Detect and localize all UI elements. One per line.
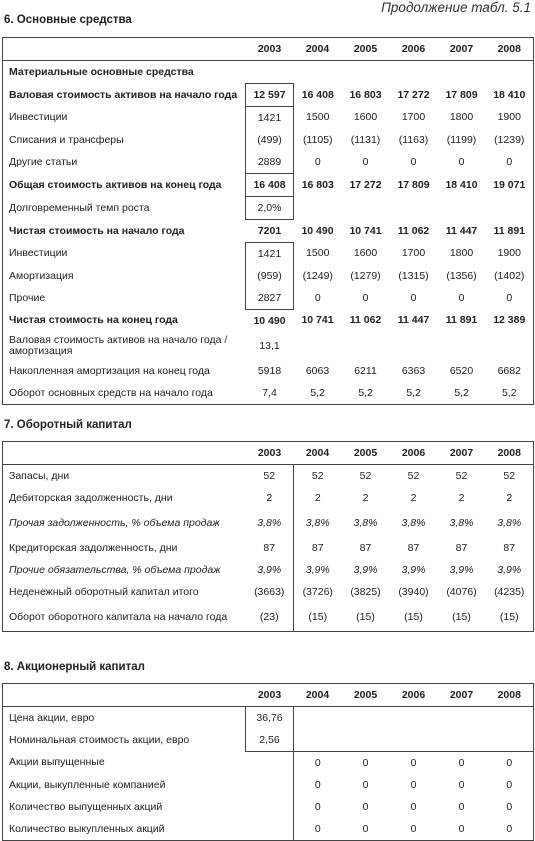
value-cell xyxy=(294,707,342,730)
value-cell: 0 xyxy=(314,155,321,168)
value-cell xyxy=(246,774,294,796)
value-cell: 0 xyxy=(410,155,417,168)
table-row xyxy=(3,603,534,632)
value-cell: 3,8% xyxy=(401,516,426,529)
value-cell: 10 741 xyxy=(349,224,382,237)
header-blank xyxy=(3,38,246,61)
value-cell: (1315) xyxy=(398,269,429,282)
value-cell xyxy=(294,197,342,220)
value-cell: 16 803 xyxy=(349,88,382,101)
value-cell: 5918 xyxy=(257,364,282,377)
value-cell: 16 803 xyxy=(301,178,334,191)
value-cell: (15) xyxy=(390,603,438,632)
value-cell: 11 891 xyxy=(445,314,478,327)
value-cell: 0 xyxy=(342,752,390,775)
value-cell xyxy=(246,818,294,841)
value-cell xyxy=(438,707,486,730)
table-row xyxy=(3,174,534,197)
value-cell: 12 389 xyxy=(493,314,526,327)
value-cell: 1700 xyxy=(401,111,426,124)
table-row xyxy=(3,559,534,581)
value-cell xyxy=(438,729,486,752)
header-blank xyxy=(3,442,246,465)
row-label: Амортизация xyxy=(9,269,74,282)
section-title-fixed-assets: 6. Основные средства xyxy=(4,14,132,26)
table-row xyxy=(3,465,534,488)
value-cell: 0 xyxy=(458,291,465,304)
row-label: Чистая стоимость на начало года xyxy=(9,224,185,237)
value-cell: 1700 xyxy=(401,247,426,260)
row-label: Количество выпущенных акций xyxy=(9,800,163,813)
value-cell: 5,2 xyxy=(406,386,421,399)
year-header: 2007 xyxy=(438,442,486,465)
value-cell: 52 xyxy=(486,465,534,488)
value-cell: 1900 xyxy=(497,247,521,260)
value-cell: 17 272 xyxy=(349,178,382,191)
section-title-working-capital: 7. Оборотный капитал xyxy=(4,419,132,431)
table-row xyxy=(3,243,534,266)
value-cell: 11 062 xyxy=(349,314,382,327)
value-cell: 7201 xyxy=(257,224,282,237)
value-cell: (1105) xyxy=(302,133,333,146)
row-label: Инвестиции xyxy=(9,111,68,124)
row-label: Материальные основные средства xyxy=(9,65,194,78)
value-cell: 17 272 xyxy=(397,88,430,101)
value-cell xyxy=(390,197,438,220)
row-label: Общая стоимость активов на конец года xyxy=(9,178,222,191)
value-cell: 0 xyxy=(342,818,390,841)
value-cell: 1500 xyxy=(306,111,330,124)
value-cell: (15) xyxy=(438,603,486,632)
value-cell: 17 809 xyxy=(397,178,430,191)
value-cell: (3726) xyxy=(294,581,342,603)
table-row xyxy=(3,729,534,752)
value-cell: 0 xyxy=(314,291,321,304)
value-cell: (3940) xyxy=(398,585,429,598)
value-cell: 2827 xyxy=(246,287,294,310)
value-cell: 5,2 xyxy=(501,386,517,399)
row-label: Прочая задолженность, % объема продаж xyxy=(9,516,220,529)
value-cell: 18 410 xyxy=(445,178,478,191)
value-cell: 0 xyxy=(410,291,417,304)
working-capital-table xyxy=(2,441,534,632)
row-label: Оборот основных средств на начало года xyxy=(9,386,213,399)
fixed-assets-table xyxy=(2,37,534,405)
value-cell: 3,9% xyxy=(449,563,474,576)
row-label: Чистая стоимость на конец года xyxy=(9,314,178,327)
value-cell: 3,8% xyxy=(449,516,474,529)
value-cell: (1279) xyxy=(350,269,381,282)
row-label: Валовая стоимость активов на начало года xyxy=(9,88,238,101)
value-cell: 0 xyxy=(506,155,513,168)
value-cell: 2 xyxy=(266,491,273,504)
value-cell: 0 xyxy=(390,818,438,841)
value-cell: 2 xyxy=(458,491,465,504)
value-cell: (1199) xyxy=(446,133,477,146)
table-row xyxy=(3,774,534,796)
value-cell: 0 xyxy=(294,818,342,841)
value-cell: 3,9% xyxy=(353,563,378,576)
value-cell: 13,1 xyxy=(259,339,280,352)
table-row xyxy=(3,265,534,287)
year-header: 2004 xyxy=(294,442,342,465)
value-cell: 17 809 xyxy=(445,88,478,101)
value-cell: 6520 xyxy=(449,364,474,377)
value-cell: 0 xyxy=(486,796,534,818)
table-row xyxy=(3,581,534,603)
value-cell: 3,8% xyxy=(353,516,378,529)
row-label: Прочие xyxy=(9,291,46,304)
row-label: Долговременный темп роста xyxy=(9,201,150,214)
row-label: Запасы, дни xyxy=(9,469,70,482)
value-cell: (23) xyxy=(259,610,279,623)
year-header: 2003 xyxy=(246,442,294,465)
table-row xyxy=(3,537,534,559)
value-cell: (15) xyxy=(342,603,390,632)
value-cell: 87 xyxy=(359,541,372,554)
value-cell xyxy=(342,332,390,360)
value-cell: 0 xyxy=(362,778,369,791)
row-label: Оборот оборотного капитала на начало года xyxy=(9,610,228,623)
value-cell: 0 xyxy=(458,800,465,813)
value-cell xyxy=(246,752,294,775)
continuation-caption: Продолжение табл. 5.1 xyxy=(381,0,531,15)
table-row xyxy=(3,129,534,151)
value-cell: 87 xyxy=(407,541,420,554)
value-cell: (959) xyxy=(246,265,294,287)
value-cell: 2,56 xyxy=(246,729,294,752)
value-cell xyxy=(342,707,390,730)
value-cell: 87 xyxy=(486,537,534,559)
value-cell: 16 408 xyxy=(246,174,294,197)
year-header: 2003 xyxy=(246,38,294,61)
value-cell: 10 490 xyxy=(301,224,334,237)
value-cell: (15) xyxy=(486,603,534,632)
value-cell xyxy=(486,197,534,220)
value-cell: 52 xyxy=(294,465,342,488)
value-cell xyxy=(246,796,294,818)
value-cell: 11 891 xyxy=(493,224,526,237)
value-cell: 0 xyxy=(362,800,369,813)
value-cell: 3,9% xyxy=(294,559,342,581)
value-cell: 0 xyxy=(410,778,417,791)
table-row xyxy=(3,197,534,220)
year-header: 2006 xyxy=(390,38,438,61)
year-header: 2006 xyxy=(390,442,438,465)
value-cell: (1239) xyxy=(494,133,525,146)
table-row xyxy=(3,61,534,84)
value-cell: 0 xyxy=(458,155,465,168)
table-row xyxy=(3,84,534,107)
value-cell: 52 xyxy=(438,465,486,488)
value-cell: 5,2 xyxy=(454,386,469,399)
value-cell: 0 xyxy=(486,774,534,796)
value-cell: 0 xyxy=(362,291,369,304)
value-cell: 6363 xyxy=(401,364,426,377)
year-header: 2007 xyxy=(438,684,486,707)
value-cell: 2 xyxy=(362,491,369,504)
value-cell xyxy=(246,61,294,84)
value-cell xyxy=(294,729,342,752)
value-cell: (1163) xyxy=(398,133,429,146)
table-row xyxy=(3,818,534,841)
year-header: 2006 xyxy=(390,684,438,707)
year-header: 2008 xyxy=(486,38,534,61)
value-cell: 2889 xyxy=(246,151,294,174)
value-cell xyxy=(486,729,534,752)
value-cell: 3,9% xyxy=(486,559,534,581)
value-cell: 3,9% xyxy=(257,563,282,576)
value-cell: 52 xyxy=(263,469,276,482)
value-cell xyxy=(342,61,390,84)
row-label: Накопленная амортизация на конец года xyxy=(9,364,210,377)
value-cell: (1249) xyxy=(302,269,333,282)
row-label: Номинальная стоимость акции, евро xyxy=(9,733,190,746)
value-cell xyxy=(390,332,438,360)
value-cell xyxy=(390,707,438,730)
value-cell: (1356) xyxy=(446,269,477,282)
value-cell: 0 xyxy=(294,796,342,818)
value-cell: (1131) xyxy=(350,133,381,146)
table-row xyxy=(3,382,534,405)
value-cell xyxy=(342,197,390,220)
year-header: 2003 xyxy=(246,684,294,707)
table-row xyxy=(3,752,534,775)
value-cell: 3,8% xyxy=(294,509,342,537)
table-row xyxy=(3,509,534,537)
table-row xyxy=(3,332,534,360)
value-cell: 5,2 xyxy=(310,386,325,399)
value-cell: 3,8% xyxy=(486,509,534,537)
value-cell: 0 xyxy=(390,752,438,775)
value-cell: 0 xyxy=(458,778,465,791)
value-cell: 10 490 xyxy=(253,314,286,327)
value-cell: 5,2 xyxy=(358,386,373,399)
value-cell: 6682 xyxy=(497,364,521,377)
table-row xyxy=(3,487,534,509)
value-cell: 2 xyxy=(486,487,534,509)
table-row xyxy=(3,310,534,333)
value-cell: 6211 xyxy=(354,364,377,377)
value-cell: (4076) xyxy=(446,585,477,598)
value-cell: 1800 xyxy=(449,247,474,260)
row-label: Списания и трансферы xyxy=(9,133,124,146)
value-cell: (4235) xyxy=(486,581,534,603)
value-cell: 1500 xyxy=(306,247,330,260)
table-row xyxy=(3,796,534,818)
year-header: 2004 xyxy=(294,38,342,61)
value-cell: (1402) xyxy=(494,269,525,282)
value-cell: (499) xyxy=(246,129,294,151)
row-label: Другие статьи xyxy=(9,155,78,168)
table-row xyxy=(3,707,534,730)
value-cell: 0 xyxy=(294,774,342,796)
table-row xyxy=(3,220,534,243)
row-label: Валовая стоимость активов на начало года / амортизация xyxy=(9,334,228,357)
value-cell: 11 062 xyxy=(397,224,430,237)
value-cell: 18 410 xyxy=(493,88,526,101)
value-cell: 19 071 xyxy=(493,178,526,191)
table-row xyxy=(3,287,534,310)
row-label: Инвестиции xyxy=(9,247,68,260)
value-cell: 2 xyxy=(294,487,342,509)
row-label: Акции, выкупленные компанией xyxy=(9,778,166,791)
row-label: Цена акции, евро xyxy=(9,711,95,724)
value-cell: 11 447 xyxy=(397,314,430,327)
row-label: Неденежный оборотный капитал итого xyxy=(9,585,199,598)
row-label: Прочие обязательства, % объема продаж xyxy=(9,563,221,576)
value-cell: 0 xyxy=(438,818,486,841)
value-cell: 87 xyxy=(263,541,276,554)
value-cell xyxy=(486,61,534,84)
year-header: 2004 xyxy=(294,684,342,707)
value-cell xyxy=(342,729,390,752)
value-cell xyxy=(486,332,534,360)
value-cell: (15) xyxy=(294,603,342,632)
header-row xyxy=(3,684,534,707)
section-title-equity: 8. Акционерный капитал xyxy=(4,661,145,673)
value-cell: 3,9% xyxy=(401,563,426,576)
value-cell xyxy=(438,61,486,84)
row-label: Дебиторская задолженность, дни xyxy=(9,491,173,504)
year-header: 2005 xyxy=(342,442,390,465)
value-cell: 7,4 xyxy=(262,386,277,399)
value-cell: 11 447 xyxy=(445,224,478,237)
value-cell: 0 xyxy=(486,818,534,841)
value-cell: 0 xyxy=(410,800,417,813)
row-label: Акции выпущенные xyxy=(9,756,105,769)
year-header: 2005 xyxy=(342,38,390,61)
year-header: 2008 xyxy=(486,442,534,465)
header-row xyxy=(3,442,534,465)
value-cell: 0 xyxy=(294,752,342,775)
value-cell xyxy=(438,332,486,360)
table-row xyxy=(3,360,534,382)
table-row xyxy=(3,107,534,130)
value-cell: 1600 xyxy=(353,111,378,124)
value-cell: 87 xyxy=(455,541,468,554)
value-cell: 12 597 xyxy=(246,84,294,107)
year-header: 2008 xyxy=(486,684,534,707)
value-cell: 87 xyxy=(294,537,342,559)
table-row xyxy=(3,151,534,174)
year-header: 2005 xyxy=(342,684,390,707)
header-row xyxy=(3,38,534,61)
value-cell: 52 xyxy=(390,465,438,488)
header-blank xyxy=(3,684,246,707)
value-cell: 3,8% xyxy=(257,516,282,529)
value-cell: 0 xyxy=(438,752,486,775)
row-label: Кредиторская задолженность, дни xyxy=(9,541,178,554)
value-cell: 6063 xyxy=(305,364,330,377)
year-header: 2007 xyxy=(438,38,486,61)
value-cell: 1421 xyxy=(246,107,294,130)
value-cell: 2 xyxy=(410,491,417,504)
value-cell: 0 xyxy=(506,291,513,304)
value-cell xyxy=(390,729,438,752)
value-cell: 16 408 xyxy=(301,88,334,101)
value-cell: 10 741 xyxy=(301,314,334,327)
value-cell: (3663) xyxy=(254,585,285,598)
value-cell: 36,76 xyxy=(246,707,294,730)
equity-table xyxy=(2,683,534,841)
value-cell: 1600 xyxy=(353,247,378,260)
value-cell: 1800 xyxy=(449,111,474,124)
value-cell: (3825) xyxy=(350,585,381,598)
value-cell: 52 xyxy=(342,465,390,488)
value-cell: 0 xyxy=(486,752,534,775)
value-cell: 0 xyxy=(362,155,369,168)
row-label: Количество выкупленных акций xyxy=(9,822,165,835)
value-cell: 2,0% xyxy=(246,197,294,220)
value-cell: 1421 xyxy=(246,243,294,266)
value-cell xyxy=(294,332,342,360)
value-cell: 1900 xyxy=(497,111,521,124)
value-cell xyxy=(390,61,438,84)
value-cell xyxy=(294,61,342,84)
value-cell xyxy=(438,197,486,220)
value-cell xyxy=(486,707,534,730)
